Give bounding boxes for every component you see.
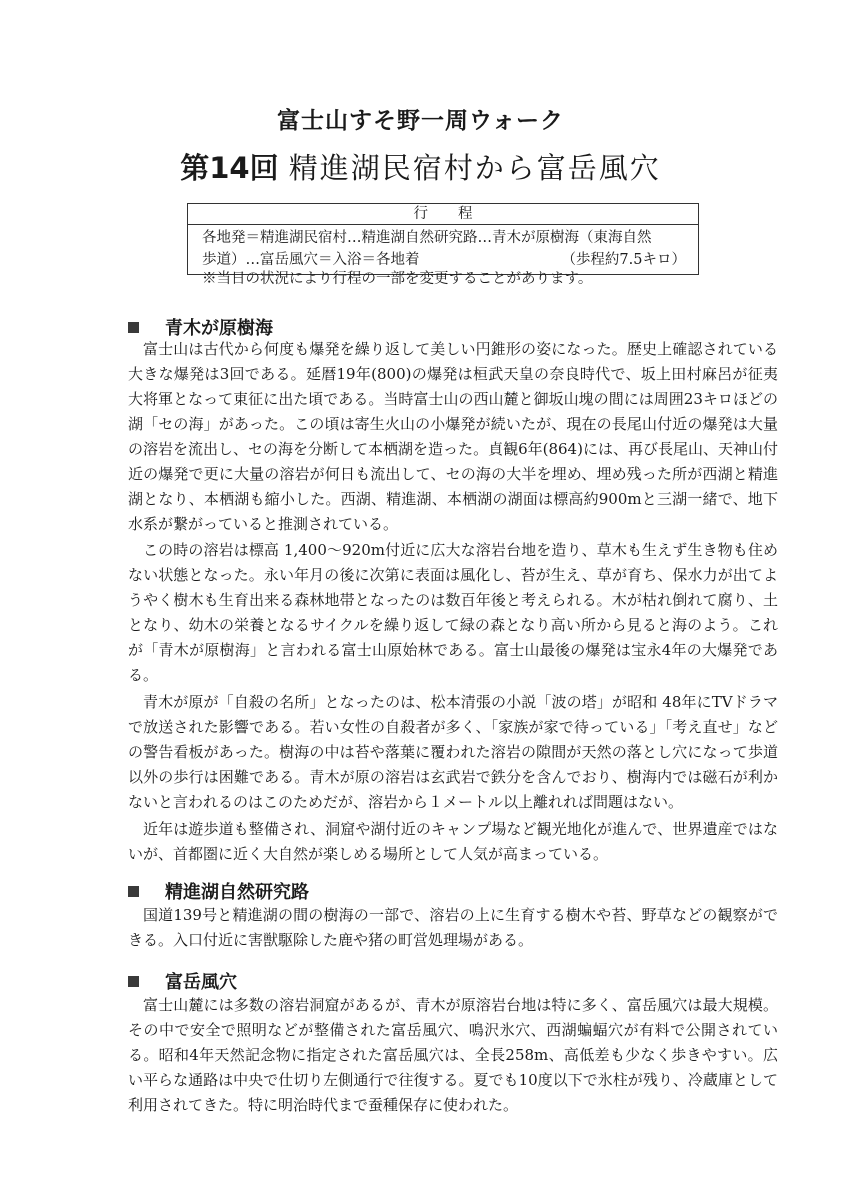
itinerary-line-2: 歩道）…富岳風穴＝入浴＝各地着 bbox=[202, 252, 420, 268]
paragraph: 国道139号と精進湖の間の樹海の一部で、溶岩の上に生育する樹木や苔、野草などの観察ができる。入口付近に害獣駆除した鹿や猪の町営処理場がある。 bbox=[128, 906, 778, 949]
itinerary-note: ※当日の状況により行程の一部を変更することがあります。 bbox=[202, 271, 593, 287]
paragraph: 富士山は古代から何度も爆発を繰り返して美しい円錐形の姿になった。歴史上確認されている大きな爆発は3回である。延暦19年(800)の爆発は桓武天皇の奈良時代で、坂上田村麻呂が征夷大将軍となって東征に出た頃である。当時富士山の西山麓と御坂山塊の間には周囲23キロほどの湖「セの海」があった。この頃は寄生火山の小爆発が続いたが、現在の長尾山付近の爆発は大量の溶岩を流出し、セの海を分断して本栖湖を造った。貞観6年(864)には、再び長尾山、天神山付近の爆発で更に大量の溶岩が何日も流出して、セの海の大半を埋め、埋め残った所が西湖と精進湖となり、本栖湖も縮小した。西湖、精進湖、本栖湖の湖面は標高約900mと三湖一緒で、地下水系が繋がっていると推測されている。 bbox=[128, 340, 778, 533]
section-heading-aokigahara: 青木が原樹海 bbox=[128, 314, 273, 340]
itinerary-heading: 行程 bbox=[188, 204, 698, 225]
square-bullet-icon bbox=[128, 322, 139, 333]
episode-number: 第14回 bbox=[180, 151, 279, 185]
itinerary-line-1: 各地発＝精進湖民宿村…精進湖自然研究路…青木が原樹海（東海自然 bbox=[202, 230, 652, 246]
paragraph: 近年は遊歩道も整備され、洞窟や湖付近のキャンプ場など観光地化が進んで、世界遺産ではないが、首都圏に近く大自然が楽しめる場所として人気が高まっている。 bbox=[128, 820, 778, 863]
itinerary-distance: （歩程約7.5キロ） bbox=[561, 252, 686, 268]
page-title bbox=[0, 146, 841, 187]
itinerary-box bbox=[187, 203, 699, 275]
series-title: 富士山すそ野一周ウォーク bbox=[276, 108, 565, 134]
square-bullet-icon bbox=[128, 886, 139, 897]
paragraph: 青木が原が「自殺の名所」となったのは、松本清張の小説「波の塔」が昭和 48年にTVドラマで放送された影響である。若い女性の自殺者が多く、「家族が家で待っている」「考え直せ」などの警告看板があった。樹海の中は苔や落葉に覆われた溶岩の隙間が天然の落とし穴になって歩道以外の歩行は困難である。青木が原の溶岩は玄武岩で鉄分を含んでおり、樹海内では磁石が利かないと言われるのはこのためだが、溶岩から１メートル以上離れれば問題はない。 bbox=[128, 693, 778, 811]
route-name: 精進湖民宿村から富岳風穴 bbox=[288, 151, 661, 185]
square-bullet-icon bbox=[128, 976, 139, 987]
section-heading-fugaku-wind-cave: 富岳風穴 bbox=[128, 968, 237, 994]
paragraph: 富士山麓には多数の溶岩洞窟があるが、青木が原溶岩台地は特に多く、富岳風穴は最大規模。その中で安全で照明などが整備された富岳風穴、鳴沢氷穴、西湖蝙蝠穴が有料で公開されている。昭和4年天然記念物に指定された富岳風穴は、全長258m、高低差も少なく歩きやすい。広い平らな通路は中央で仕切り左側通行で往復する。夏でも10度以下で氷柱が残り、冷蔵庫として利用されてきた。特に明治時代まで蚕種保存に使われた。 bbox=[128, 996, 778, 1114]
paragraph: この時の溶岩は標高 1,400～920m付近に広大な溶岩台地を造り、草木も生えず生き物も住めない状態となった。永い年月の後に次第に表面は風化し、苔が生え、草が育ち、保水力が出てようやく樹木も生育出来る森林地帯となったのは数百年後と考えられる。木が枯れ倒れて腐り、土となり、幼木の栄養となるサイクルを繰り返して緑の森となり高い所から見ると海のよう。これが「青木が原樹海」と言われる富士山原始林である。富士山最後の爆発は宝永4年の大爆発である。 bbox=[128, 541, 778, 684]
section-heading-nature-trail: 精進湖自然研究路 bbox=[128, 878, 309, 904]
